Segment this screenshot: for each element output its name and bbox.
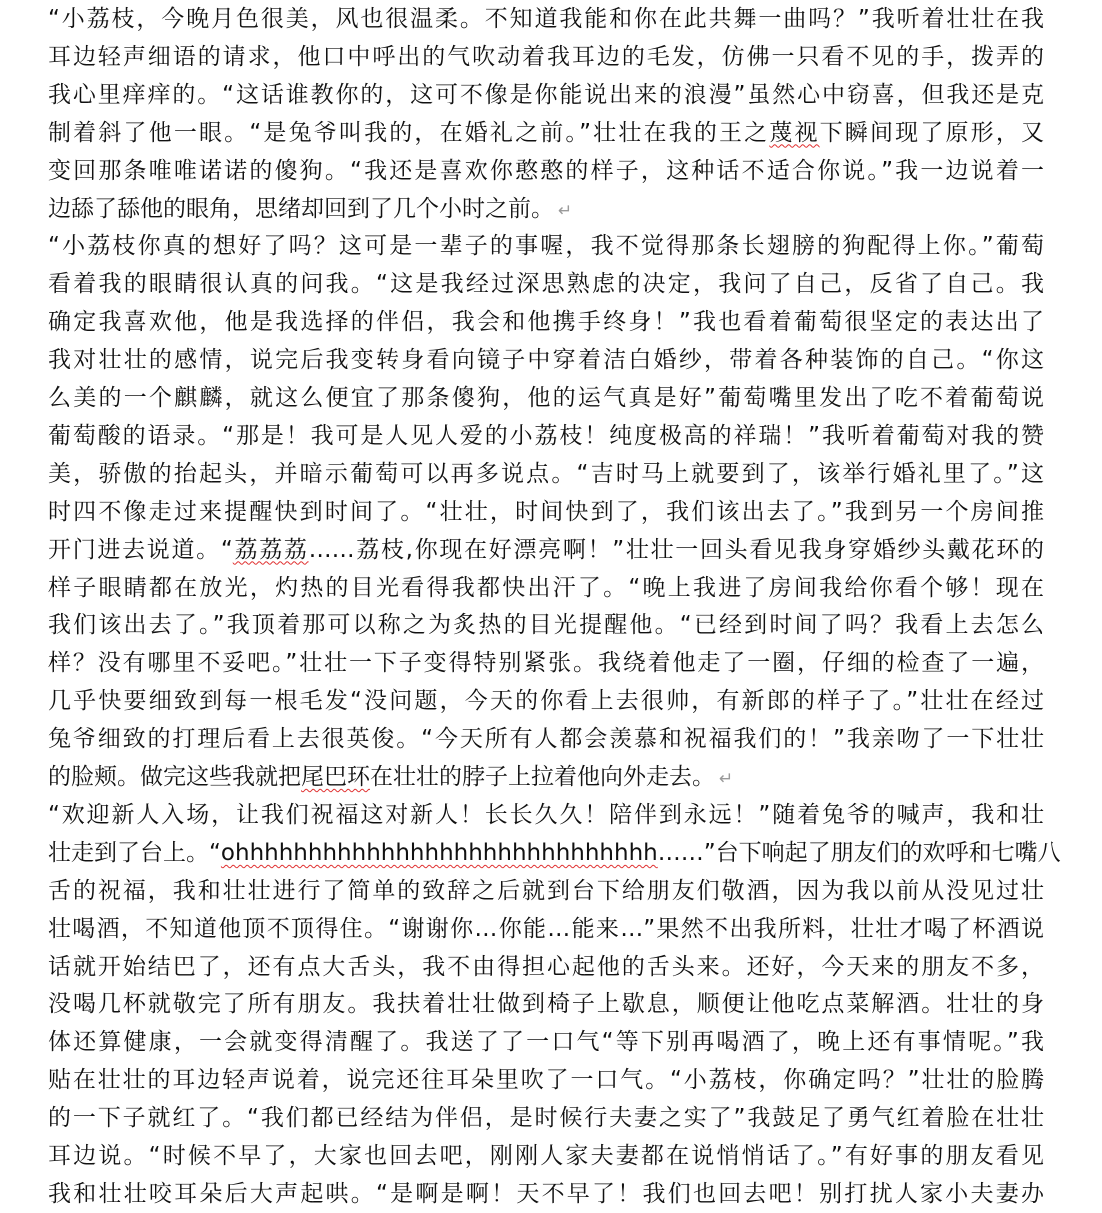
- text-line: 的一下子就红了。“我们都已经结为伴侣，是时候行夫妻之实了”我鼓足了勇气红着脸在壮壮: [48, 1105, 1044, 1132]
- text-line: 壮喝酒，不知道他顶不顶得住。“谢谢你…你能…能来…”果然不出我所料，壮壮才喝了杯酒说: [48, 915, 1044, 942]
- text-line: 的脸颊。做完这些我就把尾巴环在壮壮的脖子上拉着他向外走去。 ↵: [48, 764, 734, 790]
- text-line: 我们该出去了。”我顶着那可以称之为炙热的目光提醒他。“已经到时间了吗？我看上去怎么: [48, 612, 1044, 639]
- spellcheck-flagged-word[interactable]: ohhhhhhhhhhhhhhhhhhhhhhhhhhhhh: [220, 839, 658, 866]
- text-line: 么美的一个麒麟，就这么便宜了那条傻狗，他的运气真是好”葡萄嘴里发出了吃不着葡萄说: [48, 385, 1044, 411]
- text-line: 看着我的眼睛很认真的问我。“这是我经过深思熟虑的决定，我问了自己，反省了自己。我: [48, 271, 1044, 298]
- text-line: 话就开始结巴了，还有点大舌头，我不由得担心起他的舌头来。还好，今天来的朋友不多，: [48, 953, 1044, 980]
- text-line: 耳边轻声细语的请求，他口中呼出的气吹动着我耳边的毛发，仿佛一只看不见的手，拨弄的: [48, 43, 1044, 70]
- text-line: 制着斜了他一眼。“是兔爷叫我的，在婚礼之前。”壮壮在我的王之蔑视下瞬间现了原形，又: [48, 119, 1045, 146]
- paragraph-mark-icon: ↵: [719, 769, 734, 789]
- text-line: 确定我喜欢他，他是我选择的伴侣，我会和他携手终身！”我也看着葡萄很坚定的表达出了: [48, 309, 1044, 336]
- text-line: 时四不像走过来提醒快到时间了。“壮壮，时间快到了，我们该出去了。”我到另一个房间推: [48, 498, 1044, 525]
- spellcheck-flagged-word[interactable]: 蔑视: [769, 119, 820, 146]
- text-line: 壮走到了台上。“ohhhhhhhhhhhhhhhhhhhhhhhhhhhhh……”台下响起了朋友们的欢呼和七嘴八: [48, 839, 1061, 866]
- text-line: 没喝几杯就敬完了所有朋友。我扶着壮壮做到椅子上歇息，顺便让他吃点菜解酒。壮壮的身: [48, 991, 1044, 1018]
- text-line: “小荔枝，今晚月色很美，风也很温柔。不知道我能和你在此共舞一曲吗？”我听着壮壮在我: [48, 6, 1044, 32]
- text-line: 葡萄酸的语录。“那是！我可是人见人爱的小荔枝！纯度极高的祥瑞！”我听着葡萄对我的赞: [48, 422, 1044, 449]
- text-line: 几乎快要细致到每一根毛发“没问题，今天的你看上去很帅，有新郎的样子了。”壮壮在经过: [48, 688, 1044, 715]
- paragraph-mark-icon: ↵: [558, 200, 573, 221]
- text-line: 体还算健康，一会就变得清醒了。我送了了一口气“等下别再喝酒了，晚上还有事情呢。”我: [48, 1029, 1044, 1056]
- text-line: 美，骄傲的抬起头，并暗示葡萄可以再多说点。“吉时马上就要到了，该举行婚礼里了。”这: [48, 460, 1044, 487]
- text-line: 我和壮壮咬耳朵后大声起哄。“是啊是啊！天不早了！我们也回去吧！别打扰人家小夫妻办: [48, 1180, 1044, 1207]
- text-line: “欢迎新人入场，让我们祝福这对新人！长长久久！陪伴到永远！”随着兔爷的喊声，我和壮: [48, 801, 1044, 828]
- text-line: 开门进去说道。“荔荔荔……荔枝,你现在好漂亮啊！”壮壮一回头看见我身穿婚纱头戴花环的: [48, 536, 1045, 563]
- spellcheck-flagged-word[interactable]: 尾巴环: [301, 764, 370, 790]
- spellcheck-flagged-word[interactable]: 荔荔荔: [232, 536, 309, 563]
- text-line: 变回那条唯唯诺诺的傻狗。“我还是喜欢你憨憨的样子，这种话不适合你说。”我一边说着一: [48, 157, 1044, 184]
- text-line: 样？没有哪里不妥吧。”壮壮一下子变得特别紧张。我绕着他走了一圈，仔细的检查了一遍，: [48, 650, 1044, 677]
- text-line: 边舔了舔他的眼角，思绪却回到了几个小时之前。 ↵: [48, 195, 573, 222]
- text-line: 舌的祝福，我和壮壮进行了简单的致辞之后就到台下给朋友们敬酒，因为我以前从没见过壮: [48, 877, 1044, 904]
- text-line: 样子眼睛都在放光，灼热的目光看得我都快出汗了。“晚上我进了房间我给你看个够！现在: [48, 574, 1044, 601]
- text-line: 我对壮壮的感情，说完后我变转身看向镜子中穿着洁白婚纱，带着各种装饰的自己。“你这: [48, 347, 1044, 374]
- text-line: 耳边说。“时候不早了，大家也回去吧，刚刚人家夫妻都在说悄悄话了。”有好事的朋友看见: [48, 1143, 1044, 1169]
- text-line: “小荔枝你真的想好了吗？这可是一辈子的事喔，我不觉得那条长翅膀的狗配得上你。”葡萄: [48, 233, 1044, 260]
- text-line: 贴在壮壮的耳边轻声说着，说完还往耳朵里吹了一口气。“小荔枝，你确定吗？”壮壮的脸腾: [48, 1067, 1044, 1094]
- text-line: 兔爷细致的打理后看上去很英俊。“今天所有人都会羡慕和祝福我们的！”我亲吻了一下壮壮: [48, 726, 1044, 753]
- text-line: 我心里痒痒的。“这话谁教你的，这可不像是你能说出来的浪漫”虽然心中窃喜，但我还是克: [48, 81, 1044, 108]
